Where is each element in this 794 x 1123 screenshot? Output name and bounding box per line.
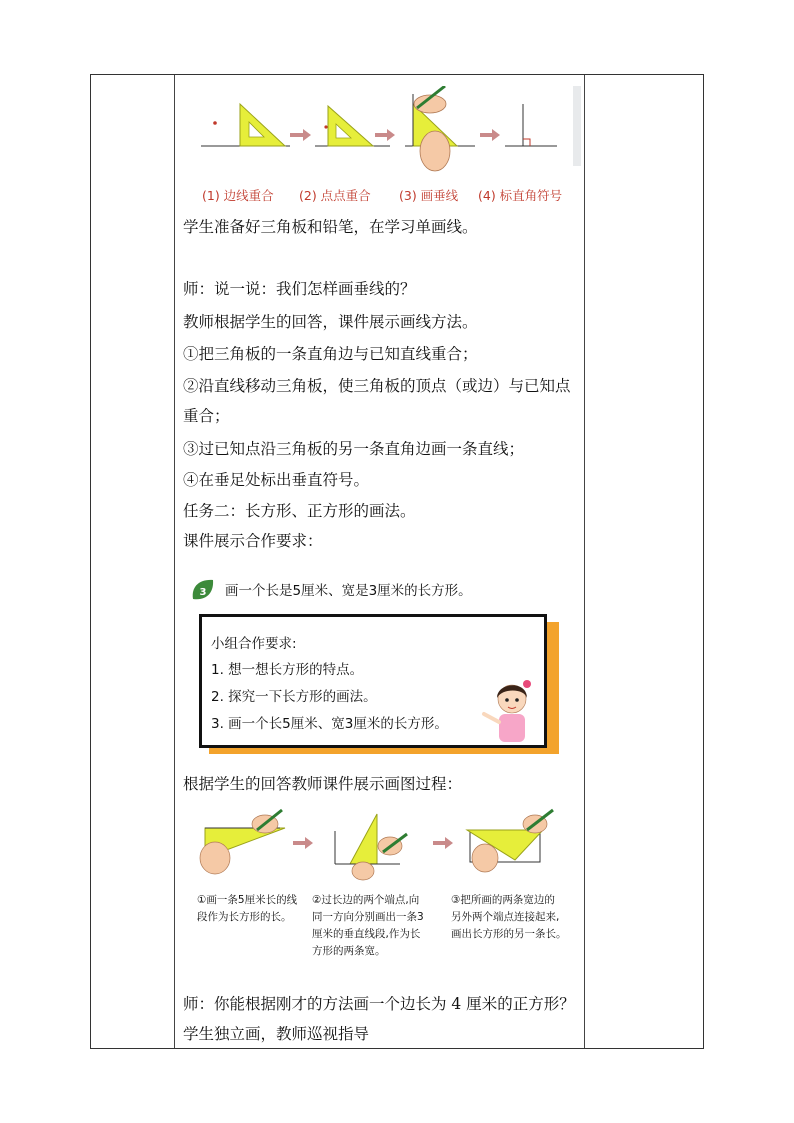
lesson-content [175, 74, 580, 1049]
drawing-caption-3: ③把所画的两条宽边的 另外两个端点连接起来, 画出长方形的另一条长。 [451, 894, 567, 940]
paragraph: 任务二：长方形、正方形的画法。 [183, 502, 416, 520]
card-item: 1. 想一想长方形的特点。 [211, 662, 364, 678]
paragraph: ④在垂足处标出垂直符号。 [183, 471, 370, 489]
drawing-caption-2: ②过长边的两个端点,向 同一方向分别画出一条3 厘米的垂直线段,作为长 方形的两条宽。 [312, 894, 424, 957]
girl-illustration [480, 674, 540, 746]
paragraph: 学生独立画，教师巡视指导 [183, 1025, 370, 1043]
card-item: 3. 画一个长5厘米、宽3厘米的长方形。 [211, 716, 448, 732]
paragraph: 重合； [183, 407, 230, 425]
paragraph: 学生准备好三角板和铅笔，在学习单画线。 [183, 218, 478, 236]
perpendicular-steps-illustration [195, 86, 585, 176]
paragraph: 根据学生的回答教师课件展示画图过程： [183, 775, 463, 793]
step-caption-1: (1) 边线重合 [202, 188, 274, 203]
paragraph: 教师根据学生的回答，课件展示画线方法。 [183, 313, 478, 331]
drawing-caption-1: ①画一条5厘米长的线 段作为长方形的长。 [197, 894, 298, 923]
step-caption-3: (3) 画垂线 [399, 188, 459, 203]
task-title: 画一个长是5厘米、宽是3厘米的长方形。 [225, 583, 472, 599]
paragraph: 课件展示合作要求： [183, 532, 323, 550]
card-item: 2. 探究一下长方形的画法。 [211, 689, 377, 705]
paragraph: 师：你能根据刚才的方法画一个边长为 4 厘米的正方形？ [183, 995, 575, 1013]
svg-text:3: 3 [199, 587, 207, 598]
paragraph: ③过已知点沿三角板的另一条直角边画一条直线； [183, 440, 525, 458]
step-caption-2: (2) 点点重合 [299, 188, 371, 203]
step-caption-4: (4) 标直角符号 [478, 188, 563, 203]
rectangle-steps-illustration [185, 806, 575, 881]
column-divider [584, 75, 585, 1048]
card-heading: 小组合作要求: [211, 636, 297, 652]
paragraph: ①把三角板的一条直角边与已知直线重合； [183, 345, 478, 363]
paragraph: ②沿直线移动三角板，使三角板的顶点（或边）与已知点 [183, 377, 571, 395]
paragraph: 师：说一说：我们怎样画垂线的？ [183, 280, 416, 298]
leaf-badge-icon [189, 577, 217, 603]
